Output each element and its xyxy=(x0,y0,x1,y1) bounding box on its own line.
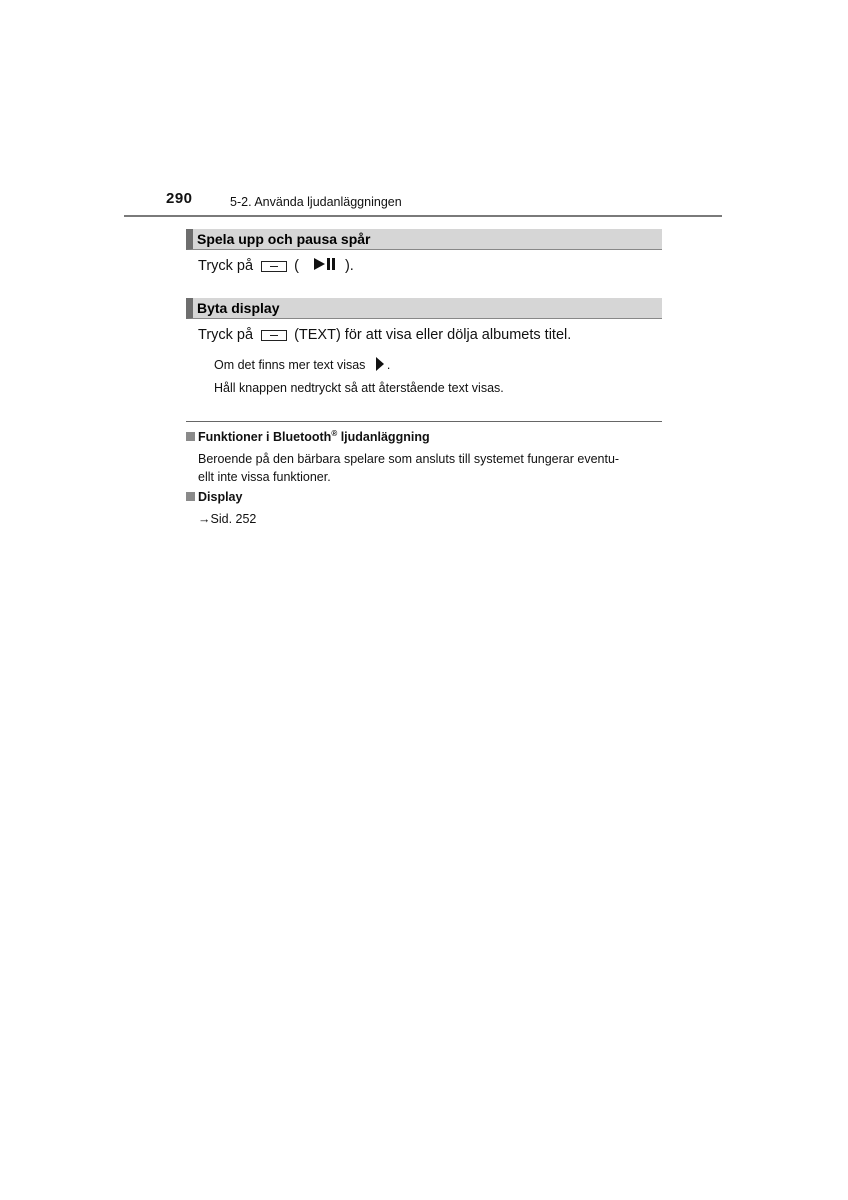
chapter-title: 5-2. Använda ljudanläggningen xyxy=(230,195,402,209)
note-heading-bluetooth: Funktioner i Bluetooth® ljudanläggning xyxy=(186,429,430,444)
text-button-icon xyxy=(261,330,287,341)
header-divider xyxy=(124,215,722,217)
square-bullet-icon xyxy=(186,492,195,501)
page-reference-link[interactable]: →Sid. 252 xyxy=(198,512,257,526)
section-title: Byta display xyxy=(197,300,280,316)
section-heading-play-pause xyxy=(186,229,662,250)
right-triangle-icon xyxy=(375,356,385,375)
play-pause-icon xyxy=(313,257,337,275)
note-heading-display: Display xyxy=(186,490,242,504)
hold-button-note: Håll knappen nedtryckt så att återstående text visas. xyxy=(214,381,504,395)
note-text-bluetooth: Beroende på den bärbara spelare som ansluts till systemet fungerar eventu- ellt inte vissa funktioner. xyxy=(198,452,620,484)
text-button-icon xyxy=(261,261,287,272)
section-title: Spela upp och pausa spår xyxy=(197,231,371,247)
more-text-note: Om det finns mer text visas . xyxy=(214,356,390,375)
change-display-instruction: Tryck på (TEXT) för att visa eller dölja albumets titel. xyxy=(198,327,572,344)
section-heading-change-display xyxy=(186,298,662,319)
square-bullet-icon xyxy=(186,432,195,441)
notes-divider xyxy=(186,421,662,422)
page-number: 290 xyxy=(166,190,193,207)
play-pause-instruction: Tryck på ( ). xyxy=(198,258,354,274)
